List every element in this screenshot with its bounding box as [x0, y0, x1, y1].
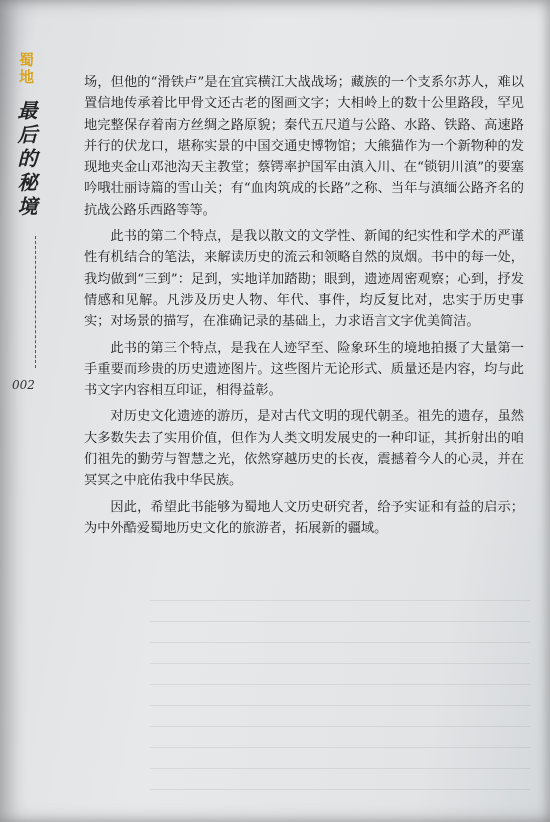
page-number: 002: [12, 378, 35, 392]
side-title-block: [6, 52, 46, 220]
paragraph-3: 此书的第三个特点，是我在人迹罕至、险象环生的境地拍摄了大量第一手重要而珍贵的历史遗迹图片。这些图片无论形式、质量还是内容，均与此书文字内容相互印证，相得益彰。: [84, 340, 524, 399]
series-label: 蜀地: [17, 52, 35, 86]
paragraph-1: 场，但他的“滑铁卢”是在宜宾横江大战战场；藏族的一个支系尔苏人，难以置信地传承着比甲骨文还古老的图画文字；大相岭上的数十公里路段，罕见地完整保存着南方丝绸之路原貌；秦代五尺道与公路、水路、铁路、高速路并行的伏龙口，堪称实景的中国交通史博物馆；大熊猫作为一个新物种的发现地夹金山邓池沟天主教堂；蔡锷率护国军由滇入川、在“锁钥川滇”的要塞吟哦壮丽诗篇的雪山关；有“血肉筑成的长路”之称、当年与滇缅公路齐名的抗战公路乐西路等等。: [84, 75, 524, 218]
paragraph-2: 此书的第二个特点，是我以散文的文学性、新闻的纪实性和学术的严谨性有机结合的笔法，来解读历史的流云和领略自然的岚烟。书中的每一处，我均做到“三到”：足到，实地详加踏勘；眼到，遗迹周密观察；心到，抒发情感和见解。凡涉及历史人物、年代、事件，均反复比对，忠实于历史事实；对场景的描写，在准确记录的基础上，力求语言文字优美简洁。: [84, 229, 524, 330]
body-text: [84, 72, 524, 544]
paragraph-4: 对历史文化遗迹的游历，是对古代文明的现代朝圣。祖先的遗存，虽然大多数失去了实用价值，但作为人类文明发展史的一种印证，其折射出的咱们祖先的勤劳与智慧之光，依然穿越历史的长夜，震撼着今人的心灵，并在冥冥之中庇佑我中华民族。: [84, 409, 524, 489]
paragraph-5: 因此，希望此书能够为蜀地人文历史研究者，给予实证和有益的启示；为中外酷爱蜀地历史文化的旅游者，拓展新的疆域。: [84, 499, 524, 536]
book-title: 最后的秘境: [14, 100, 38, 220]
bleed-through-shadow: [150, 600, 530, 800]
decorative-dashed-line: [35, 236, 36, 368]
